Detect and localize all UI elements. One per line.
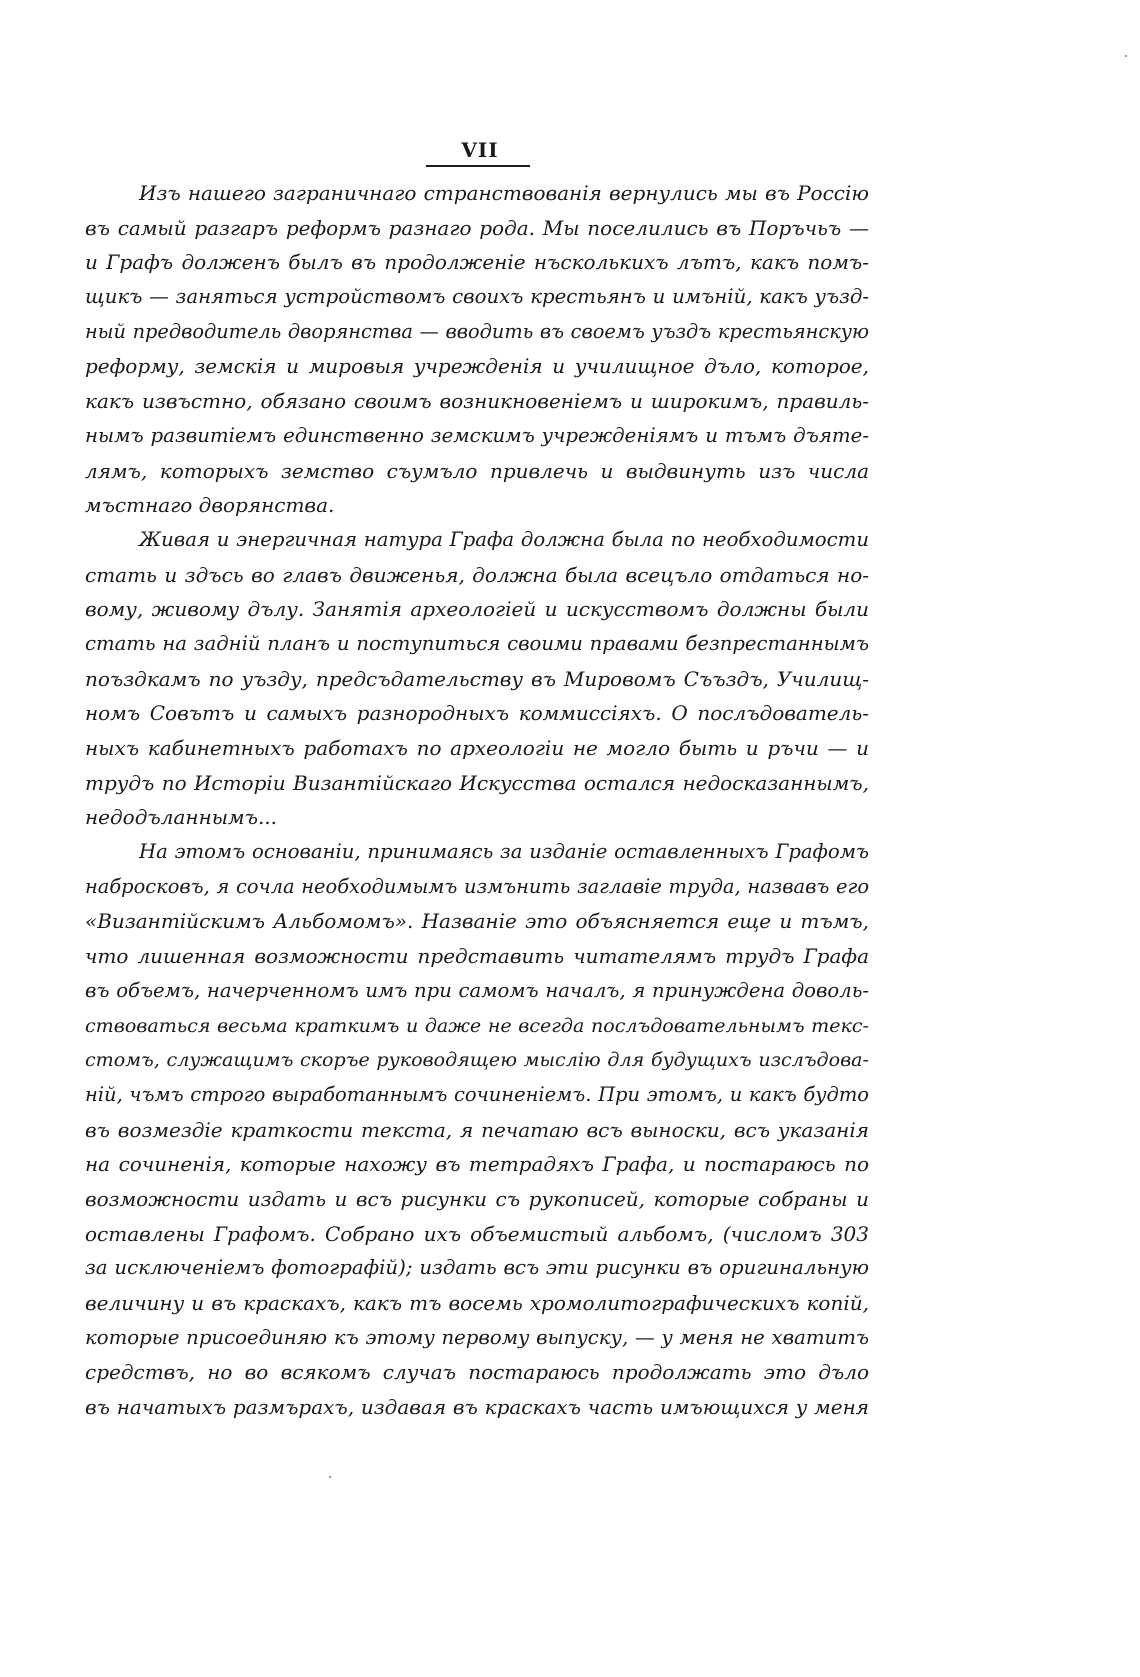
text-line: стать и здъсь во главъ движенья, должна была всецъло отдаться но-	[85, 562, 869, 587]
page-number-block	[428, 138, 532, 162]
text-line: поъздкамъ по уъзду, предсъдательству въ Мировомъ Съъздъ, Училищ-	[85, 666, 869, 691]
text-line: стомъ, служащимъ скоръе руководящею мыслію для будущихъ изслъдова-	[85, 1049, 869, 1072]
text-line: щикъ — заняться устройствомъ своихъ крестьянъ и имъній, какъ уъзд-	[85, 285, 869, 309]
text-line: какъ извъстно, обязано своимъ возникновеніемъ и широкимъ, правиль-	[85, 389, 869, 414]
text-line: ствоваться весьма краткимъ и даже не всегда послъдовательнымъ текс-	[85, 1014, 869, 1037]
text-line: На этомъ основаніи, принимаясь за изданіе оставленныхъ Графомъ	[139, 840, 869, 864]
text-line: которые присоединяю къ этому первому выпуску, — у меня не хватитъ	[85, 1325, 869, 1349]
text-line: что лишенная возможности представить читателямъ трудъ Графа	[85, 944, 869, 969]
paragraph-1	[85, 176, 869, 523]
paper-speck	[329, 1476, 331, 1478]
text-line: лямъ, которыхъ земство съумъло привлечь и выдвинуть изъ числа	[85, 458, 869, 483]
page-number: VII	[461, 138, 499, 162]
text-line: величину и въ краскахъ, какъ тъ восемь хромолитографическихъ копій,	[85, 1291, 869, 1315]
text-line: въ начатыхъ размърахъ, издавая въ краскахъ часть имъющихся у меня	[85, 1395, 869, 1420]
paragraph-2	[85, 523, 869, 835]
text-line: ныхъ кабинетныхъ работахъ по археологіи не могло быть и ръчи — и	[85, 736, 869, 760]
text-line: и Графъ долженъ былъ въ продолженіе нъсколькихъ лътъ, какъ помъ-	[85, 250, 869, 275]
paragraph-3	[85, 835, 869, 1425]
text-line: нымъ развитіемъ единственно земскимъ учрежденіямъ и тъмъ дъяте-	[85, 423, 869, 447]
text-line: на сочиненія, которые нахожу въ тетрадяхъ Графа, и постараюсь по	[85, 1152, 869, 1177]
text-line: реформу, земскія и мировыя учрежденія и училищное дъло, которое,	[85, 354, 869, 379]
text-line: возможности издать и всъ рисунки съ рукописей, которые собраны и	[85, 1186, 869, 1211]
text-line: Изъ нашего заграничнаго странствованія вернулись мы въ Россію	[139, 181, 869, 205]
text-line: въ объемъ, начерченномъ имъ при самомъ началъ, я принуждена доволь-	[85, 978, 869, 1002]
text-line: ній, чъмъ строго выработаннымъ сочиненіемъ. При этомъ, и какъ будто	[85, 1082, 869, 1106]
text-line: за исключеніемъ фотографій); издать всъ эти рисунки въ оригинальную	[85, 1256, 869, 1280]
text-line: номъ Совътъ и самыхъ разнородныхъ коммиссіяхъ. О послъдователь-	[85, 701, 869, 726]
text-line: трудъ по Исторіи Византійскаго Искусства остался недосказаннымъ,	[85, 770, 869, 795]
text-line: Живая и энергичная натура Графа должна была по необходимости	[139, 527, 869, 551]
text-line: вому, живому дълу. Занятія археологіей и искусствомъ должны были	[85, 597, 869, 622]
paper-speck	[1125, 55, 1127, 57]
text-line: «Византійскимъ Альбомомъ». Названіе это объясняется еще и тъмъ,	[85, 909, 869, 934]
text-line: недодъланнымъ...	[85, 805, 278, 830]
text-line: набросковъ, я сочла необходимымъ измънить заглавіе труда, назвавъ его	[85, 874, 869, 898]
header-rule	[426, 165, 530, 167]
text-line: оставлены Графомъ. Собрано ихъ объемистый альбомъ, (числомъ 303	[85, 1221, 869, 1246]
text-line: мъстнаго дворянства.	[85, 493, 335, 518]
text-line: въ самый разгаръ реформъ разнаго рода. Мы поселились въ Поръчьъ —	[85, 215, 869, 240]
text-line: стать на задній планъ и поступиться своими правами безпрестаннымъ	[85, 631, 869, 655]
body-text	[85, 176, 869, 1425]
text-line: средствъ, но во всякомъ случаъ постараюсь продолжать это дъло	[85, 1360, 869, 1385]
text-line: въ возмездіе краткости текста, я печатаю всъ выноски, всъ указанія	[85, 1117, 869, 1142]
text-line: ный предводитель дворянства — вводить въ своемъ уъздъ крестьянскую	[85, 319, 869, 343]
